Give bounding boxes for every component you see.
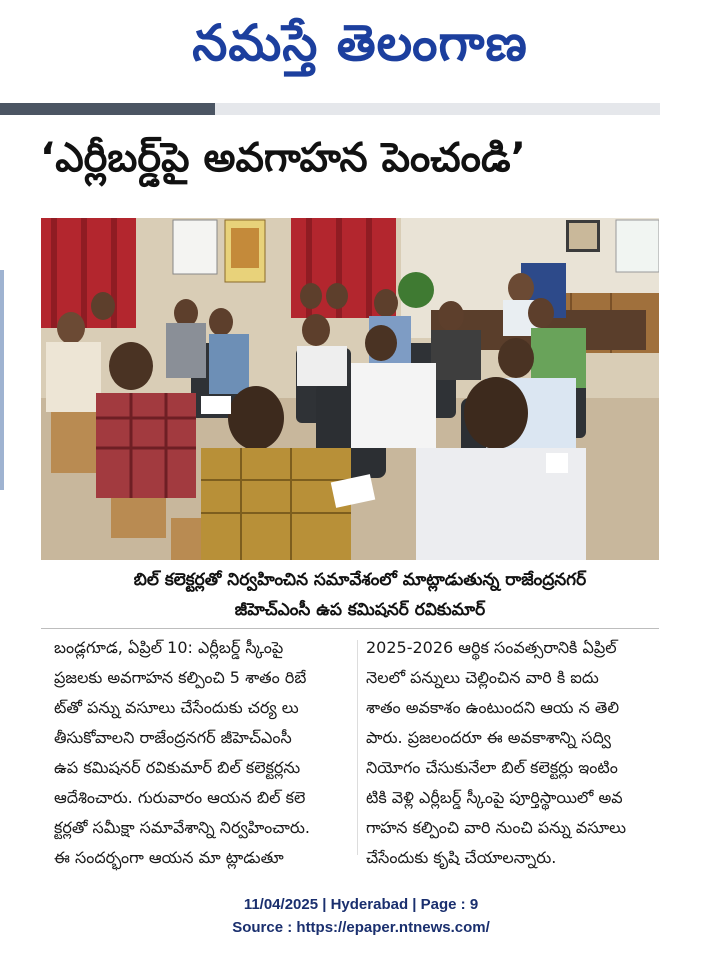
- article-column-right: [366, 633, 658, 873]
- footer-date-edition: 11/04/2025 | Hyderabad | Page : 9: [243, 896, 479, 913]
- article-line: ప్రజలకు అవగాహన కల్పించి 5 శాతం రిబే: [54, 668, 307, 687]
- article-line: పారు. ప్రజలందరూ ఈ అవకాశాన్ని సద్వి: [366, 728, 611, 747]
- article-line: బండ్లగూడ, ఏప్రిల్ 10: ఎర్లీబర్డ్ స్కీంపై: [54, 638, 284, 657]
- page-footer: [0, 893, 722, 939]
- header-rule-light: [215, 103, 660, 115]
- footer-source: Source : https://epaper.ntnews.com/: [232, 919, 490, 936]
- article-line: చేసేందుకు కృషి చేయాలన్నారు.: [366, 848, 557, 867]
- article-line: 2025-2026 ఆర్థిక సంవత్సరానికి ఏప్రిల్: [366, 638, 617, 657]
- column-rule: [357, 640, 358, 855]
- article-line: ఈ సందర్భంగా ఆయన మా ట్లాడుతూ: [54, 848, 284, 867]
- article-line: ఉప కమిషనర్ రవికుమార్ బిల్ కలెక్టర్లను: [54, 758, 301, 777]
- article-headline: ‘ఎర్లీబర్డ్‌పై అవగాహన పెంచండి’: [40, 135, 526, 181]
- article-line: నెలలో పన్నులు చెల్లించిన వారి కి ఐదు: [366, 668, 599, 687]
- article-line: గాహన కల్పించి వారి నుంచి పన్ను వసూలు: [366, 818, 627, 837]
- page-edge-strip: [0, 270, 4, 490]
- newspaper-logo: నమస్తే తెలంగాణ: [192, 14, 528, 72]
- photo-caption: [60, 565, 660, 625]
- article-line: ఆదేశించారు. గురువారం ఆయన బిల్ కలె: [54, 788, 306, 807]
- caption-divider: [41, 628, 659, 629]
- caption-line-2: జీహెచ్‌ఎంసీ ఉప కమిషనర్ రవికుమార్: [234, 600, 486, 620]
- news-photo: [41, 218, 659, 560]
- article-line: తీసుకోవాలని రాజేంద్రనగర్ జీహెచ్‌ఎంసీ: [54, 728, 292, 747]
- article-line: శాతం అవకాశం ఉంటుందని ఆయ న తెలి: [366, 698, 620, 717]
- header-rule-dark: [0, 103, 215, 115]
- article-line: ట్‌తో పన్ను వసూలు చేసేందుకు చర్య లు: [54, 698, 299, 717]
- article-line: నియోగం చేసుకునేలా బిల్ కలెక్టర్లు ఇంటిం: [366, 758, 618, 777]
- article-column-left: [54, 633, 346, 873]
- article-line: టికి వెళ్లి ఎర్లీబర్డ్ స్కీంపై పూర్తిస్థాయిలో అవ: [366, 788, 623, 807]
- article-line: క్టర్లతో సమీక్షా సమావేశాన్ని నిర్వహించారు.: [54, 818, 310, 837]
- masthead: [0, 0, 722, 90]
- caption-line-1: బిల్ కలెక్టర్లతో నిర్వహించిన సమావేశంలో మాట్లాడుతున్న రాజేంద్రనగర్: [133, 570, 587, 590]
